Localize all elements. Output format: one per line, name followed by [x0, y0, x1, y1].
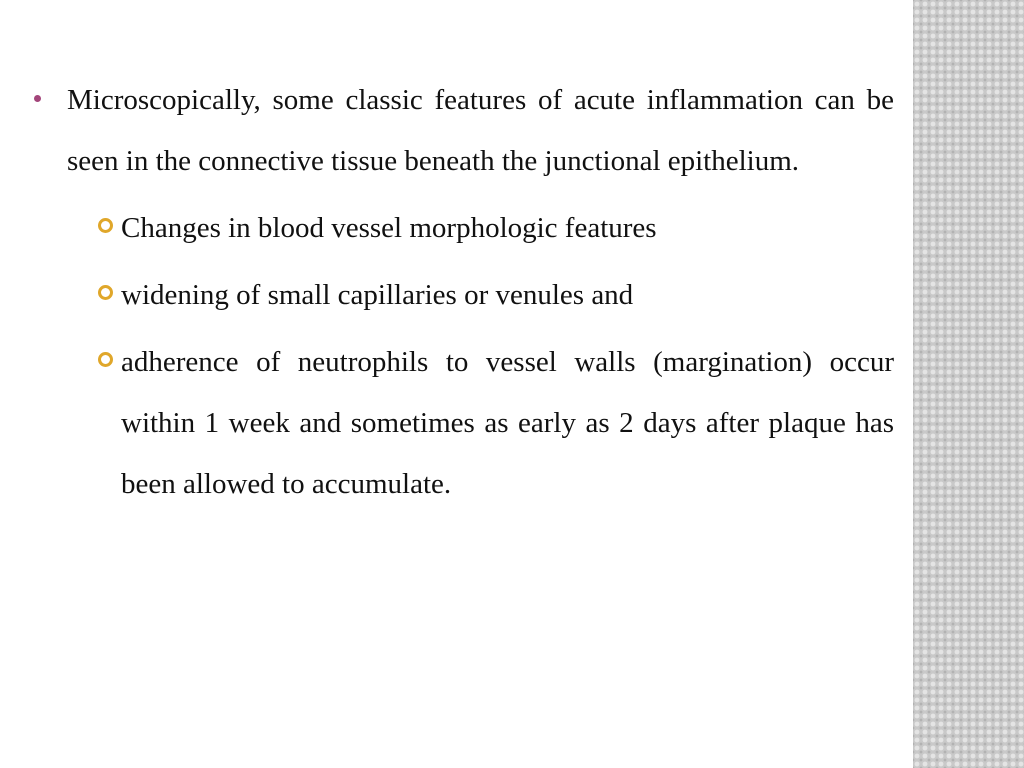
bullet-text: widening of small capillaries or venules and — [121, 279, 634, 311]
decorative-side-panel — [913, 0, 1024, 768]
bullet-item-level1 — [30, 70, 894, 192]
ring-bullet-icon — [98, 218, 113, 233]
bullet-text: Changes in blood vessel morphologic features — [121, 212, 657, 244]
filled-dot-bullet-icon — [34, 95, 41, 102]
slide-body — [30, 70, 894, 515]
bullet-item-level2 — [30, 265, 894, 326]
bullet-item-level2 — [30, 332, 894, 515]
ring-bullet-icon — [98, 285, 113, 300]
bullet-text: Microscopically, some classic features of acute inflammation can be seen in the connective tissue beneath the junctional epithelium. — [67, 84, 894, 177]
ring-bullet-icon — [98, 352, 113, 367]
bullet-item-level2 — [30, 198, 894, 259]
bullet-text: adherence of neutrophils to vessel walls (margination) occur within 1 week and sometimes as early as 2 days after plaque has been allowed to accumulate. — [121, 346, 894, 500]
